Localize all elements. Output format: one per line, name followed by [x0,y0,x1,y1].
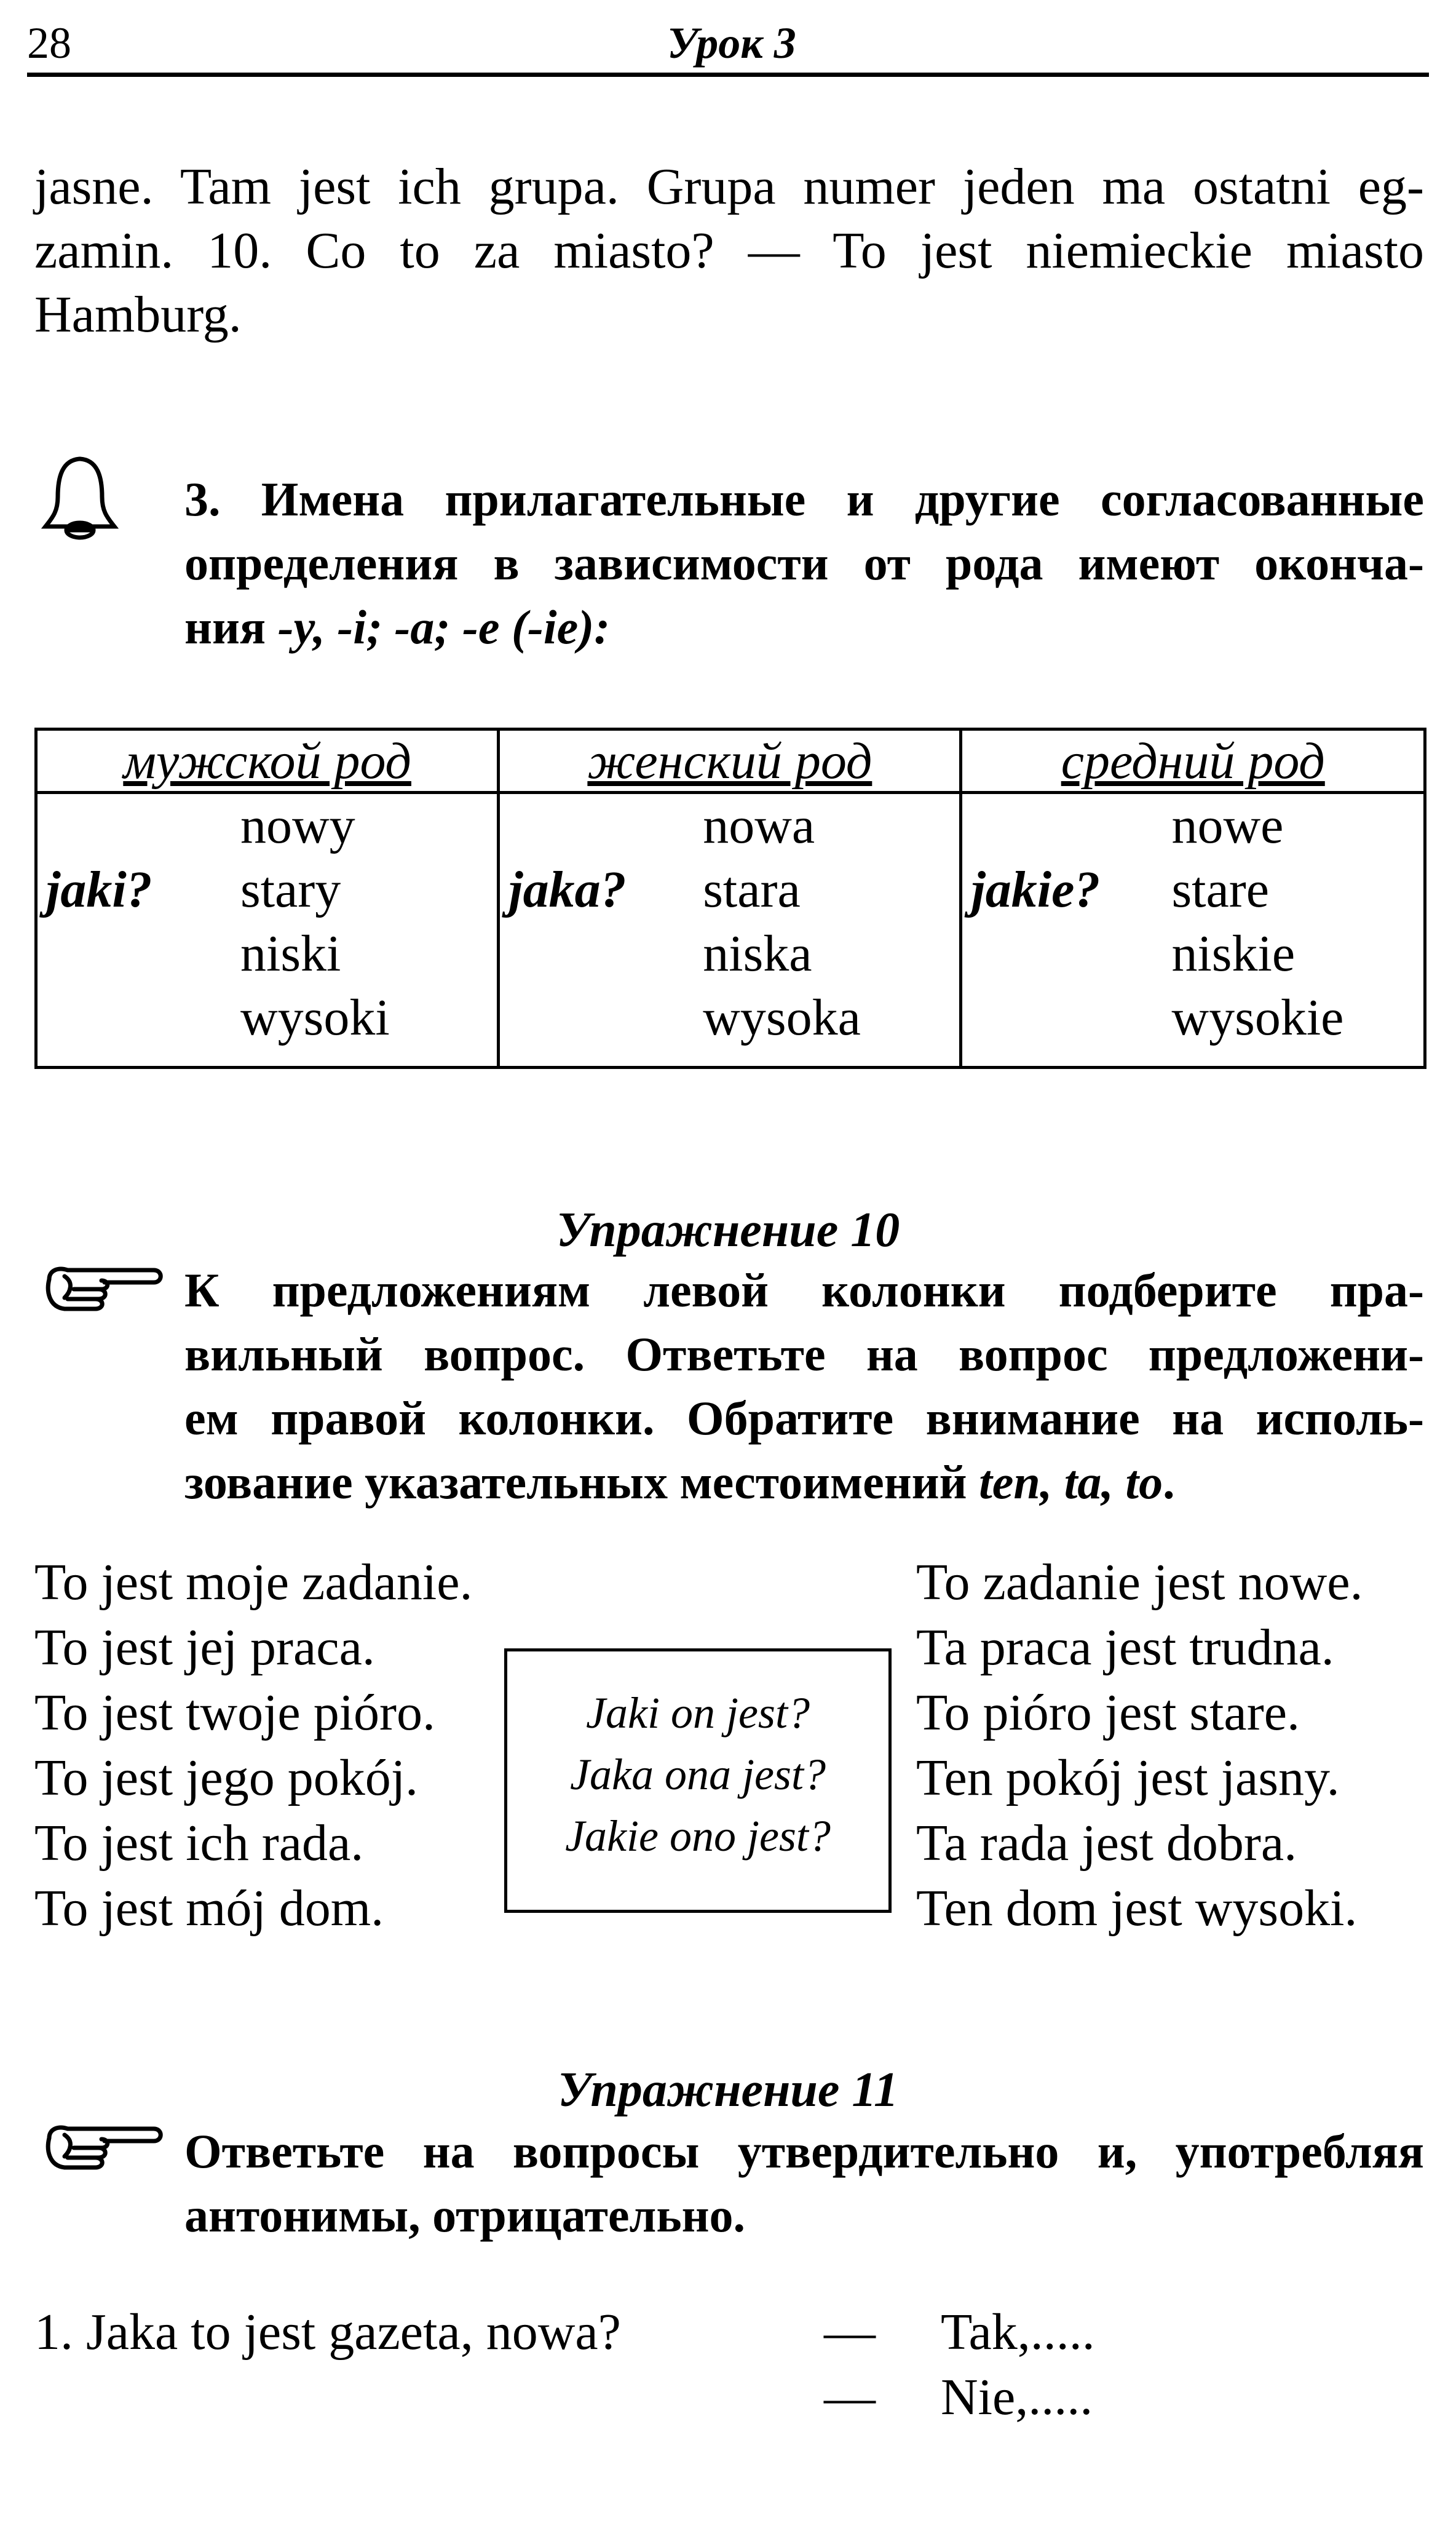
right-sentence: Ten dom jest wysoki. [916,1880,1358,1937]
masculine-forms [240,794,390,1050]
neuter-forms [1171,794,1343,1050]
exercise-10-title: Упражнение 10 [556,1203,900,1257]
pointing-hand-icon [37,1255,166,1322]
left-sentence: To jest jej praca. [34,1619,375,1676]
rule-line-3-start: ния [184,600,278,654]
answer-dash: — [824,2303,876,2361]
left-sentence: To jest mój dom. [34,1880,384,1937]
neuter-cell [961,793,1425,1068]
feminine-cell [499,793,961,1068]
masculine-cell [36,793,499,1068]
exercise-10-line-2: вильный вопрос. Ответьте на вопрос предложени- [184,1327,1424,1381]
rule-line-3 [184,595,1424,659]
bell-icon [37,454,123,546]
exercise-11-line-1: Ответьте на вопросы утвердительно и, употребляя [184,2124,1424,2178]
feminine-form: niska [703,925,812,982]
feminine-form: stara [703,861,801,918]
header-feminine: женский род [499,729,961,793]
masculine-form: niski [240,925,341,982]
answer-yes: Tak,..... [941,2303,1095,2361]
exercise-10-line-4-start: зование указательных местоимений [184,1455,979,1509]
question: Jaka ona jest? [570,1750,826,1799]
pronouns: ten, ta, to [979,1455,1163,1509]
exercise-10-line-3: ем правой колонки. Обратите внимание на исполь- [184,1391,1424,1445]
exercise-10-line-1: К предложениям левой колонки подберите пра- [184,1263,1424,1317]
masculine-form: wysoki [240,989,390,1046]
exercise-11-line-2: антонимы, отрицательно. [184,2188,746,2242]
neuter-form: nowe [1171,797,1284,854]
masculine-form: stary [240,861,341,918]
right-sentence: Ta rada jest dobra. [916,1814,1297,1872]
answer-dash: — [824,2369,876,2426]
rule-line-1: 3. Имена прилагательные и другие согласованные [184,472,1424,526]
exercise-10-line-4-end: . [1163,1455,1175,1509]
gender-endings-table [34,728,1426,1069]
left-sentence: To jest jego pokój. [34,1749,419,1806]
exercise-11-title: Упражнение 11 [557,2063,899,2117]
question-box [504,1648,892,1913]
page-number: 28 [27,18,71,68]
pointing-hand-icon [37,2113,166,2181]
left-sentence: To jest twoje pióro. [34,1684,436,1741]
rule-endings: -y, -i; -a; -e (-ie): [277,600,611,654]
right-sentence: Ta praca jest trudna. [916,1619,1334,1676]
neuter-form: niskie [1171,925,1296,982]
question: Jaki on jest? [586,1688,810,1738]
right-sentence: Ten pokój jest jasny. [916,1749,1340,1806]
feminine-form: nowa [703,797,815,854]
left-column [34,1550,473,1941]
right-sentence: To pióro jest stare. [916,1684,1300,1741]
feminine-form: wysoka [703,989,861,1046]
answer-no: Nie,..... [941,2369,1093,2426]
header-masculine: мужской род [36,729,499,793]
intro-line-1: jasne. Tam jest ich grupa. Grupa numer jeden ma ostatni eg- [34,158,1424,215]
masculine-form: nowy [240,797,355,854]
question-neuter: jakie? [971,861,1101,918]
right-sentence: To zadanie jest nowe. [916,1554,1363,1611]
running-title: Урок 3 [667,18,796,68]
question: Jakie ono jest? [565,1811,831,1861]
left-sentence: To jest ich rada. [34,1814,364,1872]
exercise-11-question-1: 1. Jaka to jest gazeta, nowa? [34,2303,621,2361]
intro-line-2: zamin. 10. Co to za miasto? — To jest niemieckie miasto [34,222,1424,279]
question-feminine: jaka? [508,861,627,918]
neuter-form: wysokie [1171,989,1344,1046]
feminine-forms [703,794,861,1050]
neuter-form: stare [1171,861,1270,918]
header-neuter: средний род [961,729,1425,793]
intro-line-3: Hamburg. [34,286,242,343]
right-column [916,1550,1363,1941]
question-masculine: jaki? [46,861,152,918]
exercise-10-line-4 [184,1450,1424,1514]
left-sentence: To jest moje zadanie. [34,1554,473,1611]
rule-line-2: определения в зависимости от рода имеют оконча- [184,536,1424,590]
header-rule [27,73,1429,77]
